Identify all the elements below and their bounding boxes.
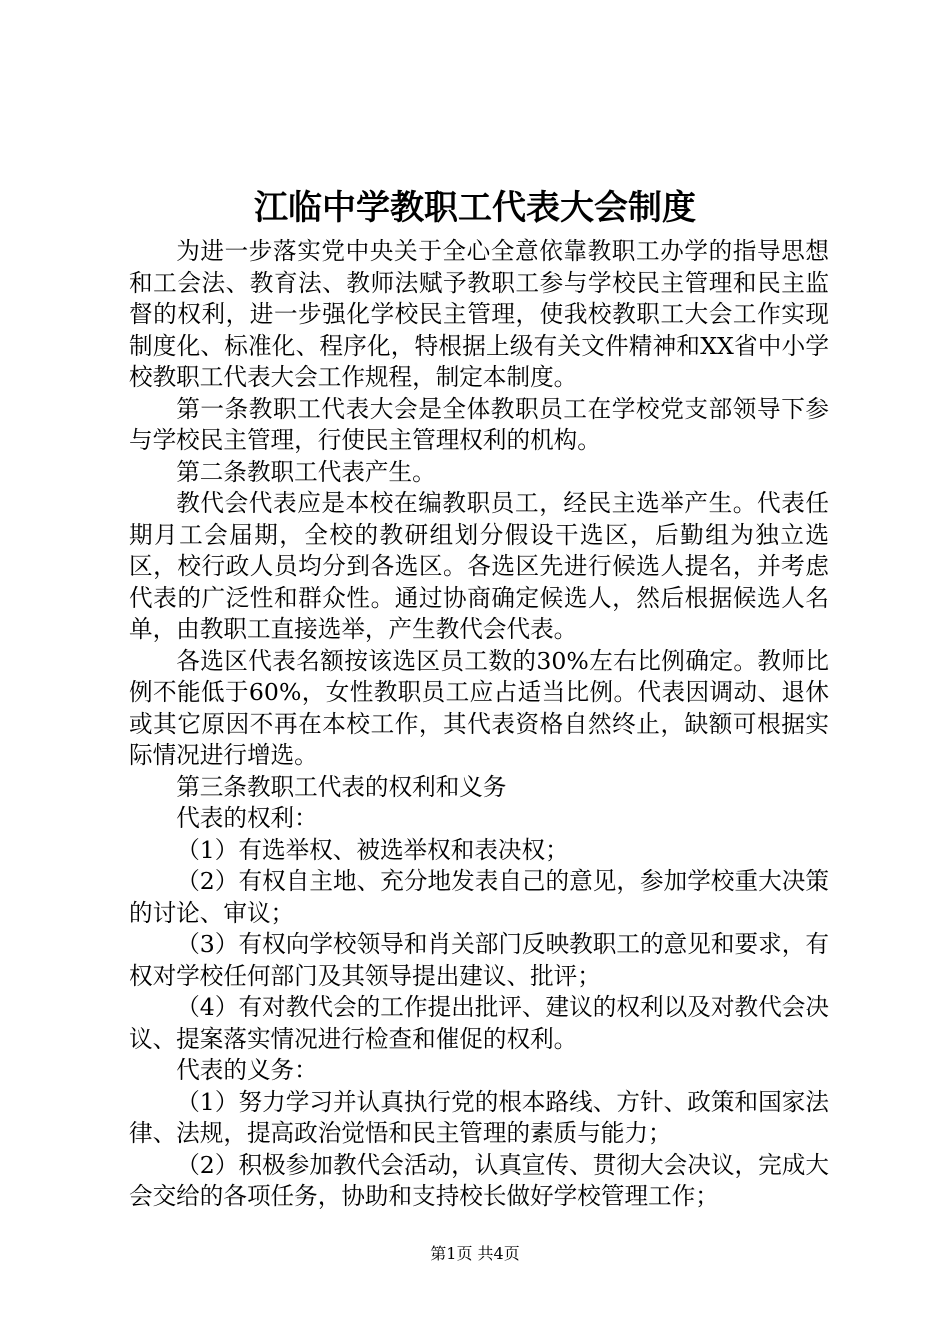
paragraph-representative-election: 教代会代表应是本校在编教职员工，经民主选举产生。代表任期月工会届期，全校的教研组划分假设干选区，后勤组为独立选区，校行政人员均分到各选区。各选区先进行候选人提名，并考虑代表的广泛性和群众性。通过协商确定候选人，然后根据候选人名单，由教职工直接选举，产生教代会代表。	[129, 489, 829, 643]
paragraph-right-2: （2）有权自主地、充分地发表自己的意见，参加学校重大决策的讨论、审议；	[129, 867, 829, 927]
paragraph-right-3: （3）有权向学校领导和肖关部门反映教职工的意见和要求，有权对学校任何部门及其领导提出建议、批评；	[129, 930, 829, 990]
paragraph-rights-heading: 代表的权利：	[176, 804, 318, 832]
paragraph-right-1: （1）有选举权、被选举权和表决权；	[176, 835, 569, 864]
document-body	[129, 236, 829, 1213]
document-title: 江临中学教职工代表大会制度	[254, 188, 696, 228]
paragraph-article-1: 第一条教职工代表大会是全体教职员工在学校党支部领导下参与学校民主管理，行使民主管理权利的机构。	[129, 394, 829, 454]
paragraph-duty-1: （1）努力学习并认真执行党的根本路线、方针、政策和国家法律、法规，提高政治觉悟和民主管理的素质与能力；	[129, 1087, 829, 1147]
paragraph-duties-heading: 代表的义务：	[176, 1056, 318, 1084]
paragraph-preamble: 为进一步落实党中央关于全心全意依靠教职工办学的指导思想和工会法、教育法、教师法赋予教职工参与学校民主管理和民主监督的权利，进一步强化学校民主管理，使我校教职工大会工作实现制度化、标准化、程序化，特根据上级有关文件精神和XX省中小学校教职工代表大会工作规程，制定本制度。	[129, 237, 829, 391]
page-number-footer: 第1页 共4页	[430, 1244, 520, 1263]
paragraph-duty-2: （2）积极参加教代会活动，认真宣传、贯彻大会决议，完成大会交给的各项任务，协助和支持校长做好学校管理工作；	[129, 1150, 829, 1210]
paragraph-right-4: （4）有对教代会的工作提出批评、建议的权利以及对教代会决议、提案落实情况进行检查和催促的权利。	[129, 993, 829, 1053]
paragraph-representative-quota: 各选区代表名额按该选区员工数的30%左右比例确定。教师比例不能低于60%，女性教职员工应占适当比例。代表因调动、退休或其它原因不再在本校工作，其代表资格自然终止，缺额可根据实际情况进行增选。	[129, 646, 829, 769]
paragraph-article-3-heading: 第三条教职工代表的权利和义务	[176, 772, 507, 801]
paragraph-article-2-heading: 第二条教职工代表产生。	[176, 457, 436, 486]
